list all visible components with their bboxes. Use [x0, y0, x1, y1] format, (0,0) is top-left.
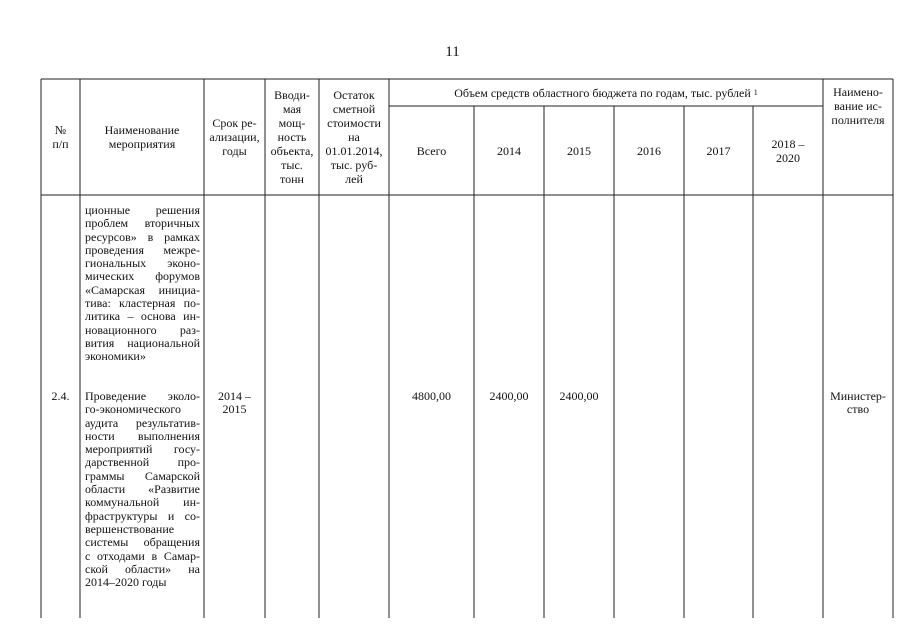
text-line: проведения межре-: [85, 242, 200, 257]
header-budget-group: [389, 79, 823, 106]
row-executor: Министер- ство: [830, 389, 886, 417]
row-term: 2014 – 2015: [218, 389, 251, 417]
text-line: ционные решения: [85, 203, 200, 217]
header-capacity: Вводи- мая мощ- ность объекта, тыс. тонн: [270, 88, 314, 186]
text-line: аудита результатив-: [85, 415, 200, 430]
header-budget-group-label: Объем средств областного бюджета по годам, тыс. рублей: [454, 85, 751, 100]
text-line: граммы Самарской: [85, 468, 200, 483]
text-line: области «Развитие: [85, 482, 200, 497]
continuation-name-cell: [85, 204, 200, 364]
text-line: мических форумов: [85, 269, 200, 284]
row-number: 2.4.: [51, 389, 70, 403]
text-line: проблем вторичных: [85, 216, 200, 231]
text-line: ности выполнения: [85, 428, 200, 443]
text-line: 2014–2020 годы: [85, 575, 167, 590]
text-line: вершенствование: [85, 521, 175, 536]
text-line: экономики»: [85, 349, 146, 364]
text-line: вития национальной: [85, 335, 200, 350]
footnote-mark: 1: [753, 87, 758, 97]
row-name-cell: [85, 390, 200, 589]
row-year-2014: 2400,00: [489, 389, 529, 403]
header-term: Срок ре- ализации, годы: [209, 116, 260, 158]
text-line: с отходами в Самар-: [85, 548, 200, 563]
text-line: коммунальной ин-: [85, 495, 200, 510]
text-line: мероприятий госу-: [85, 442, 200, 457]
header-total: Всего: [416, 143, 447, 158]
row-year-2015: 2400,00: [559, 389, 599, 403]
text-line: фраструктуры и со-: [85, 508, 200, 523]
header-year-2015: 2015: [567, 143, 591, 158]
page-number: 11: [445, 44, 460, 60]
header-event-name: Наименование мероприятия: [104, 123, 180, 151]
text-line: го-экономического: [85, 402, 182, 417]
header-executor: Наимено- вание ис- полнителя: [831, 85, 885, 127]
header-year-2016: 2016: [637, 143, 661, 158]
header-year-2017: 2017: [706, 143, 731, 158]
text-line: тива: кластерная по-: [85, 296, 200, 311]
header-remainder: Остаток сметной стоимости на 01.01.2014, тыс. руб- лей: [325, 88, 383, 186]
text-line: ресурсов» в рамках: [85, 229, 200, 244]
text-line: ской области» на: [85, 561, 200, 576]
header-year-2018-2020: 2018 – 2020: [771, 136, 805, 165]
text-line: системы обращения: [85, 535, 200, 550]
text-line: дарственной про-: [85, 455, 200, 470]
header-year-2014: 2014: [497, 143, 521, 158]
text-line: литика – основа ин-: [85, 309, 200, 324]
row-total: 4800,00: [412, 389, 451, 403]
text-line: «Самарская инициа-: [85, 282, 200, 297]
text-line: Проведение эколо-: [85, 389, 200, 403]
text-line: новационного раз-: [85, 322, 200, 337]
text-line: гиональных эконо-: [85, 256, 200, 271]
header-number: № п/п: [52, 123, 69, 151]
